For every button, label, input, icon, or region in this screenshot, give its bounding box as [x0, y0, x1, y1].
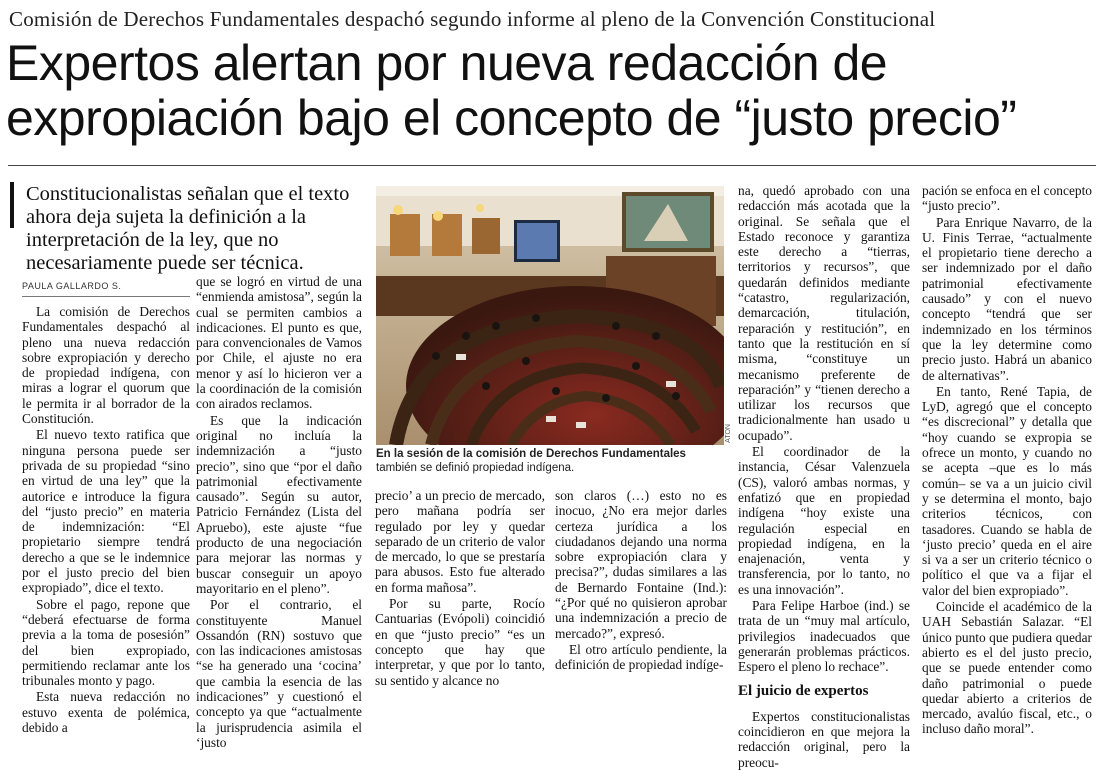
- column-1: [22, 304, 190, 736]
- caption-bold: En la sesión de la comisión de Derechos Fundamentales: [376, 448, 686, 460]
- paragraph: na, quedó aprobado con una redacción más acotada que la original. Se señala que el Estado reconoce y garantiza este derecho a “tierras, territorios y recursos”, que quedarán definidos mediante “catastro, regularización, demarcación, titulación, reparación y restitución”, en tanto que la restitución en sí misma, “constituye un mecanismo preferente de reparación” y “tienen derecho a utilizar los recursos que tradicionalmente han usado u ocupado”.: [738, 183, 910, 443]
- paragraph: La comisión de Derechos Fundamentales despachó al pleno una nueva redacción sobre expropiación y derecho de propiedad indígena, con miras a lograr el quorum que le permita ir al borrador de la Constitución.: [22, 304, 190, 427]
- paragraph: Expertos constitucionalistas coincidieron en que mejora la redacción original, pero la preocu-: [738, 708, 910, 770]
- session-photo: [376, 186, 724, 445]
- column-5: [738, 183, 910, 771]
- paragraph: Coincide el académico de la UAH Sebastián Salazar. “El único punto que pudiera quedar abierto es el del justo precio, que se puede entender como daño patrimonial o puede quedar abierto a criterios de mercado, avalúo fiscal, etc., o incluso daño moral”.: [922, 599, 1092, 737]
- paragraph: El otro artículo pendiente, la definición de propiedad indíge-: [555, 641, 727, 673]
- paragraph: que se logró en virtud de una “enmienda amistosa”, según la cual se permiten cambios a indicaciones. El punto es que, para convencionales de Vamos por Chile, el ajuste no era menor y así lo hicieron ver a la coordinación de la comisión con airados reclamos.: [196, 274, 362, 412]
- paragraph: El nuevo texto ratifica que ninguna persona puede ser privada de su propiedad “sino en virtud de una ley” que la autorice e introduce la figura del “justo precio” en materia de indemnización: “El propietario siempre tendrá derecho a que se le indemnice por el justo precio del bien expropiado”, dice el texto.: [22, 427, 190, 596]
- paragraph: precio’ a un precio de mercado, pero mañana podría ser regulado por ley y quedar separado de un criterio de valor de mercado, lo que se prestaría para abusos. Esto fue alterado en forma mañosa”.: [375, 488, 545, 595]
- byline: PAULA GALLARDO S.: [22, 281, 122, 291]
- paragraph: En tanto, René Tapia, de LyD, agregó que el concepto “es discrecional” y detalla que “hoy cuando se expropia se ofrece un monto, y cuando no se acepta –que es lo más común– se va a un juicio civil y se determina el monto, bajo criterios técnicos, con tasadores. Cuando se habla de ‘justo precio’ queda en el aire si va a ser un criterio técnico o político el que va a fijar el valor del bien expropiado”.: [922, 383, 1092, 598]
- column-4: [555, 488, 727, 674]
- headline-line-2: expropiación bajo el concepto de “justo precio”: [6, 90, 1017, 146]
- headline-line-1: Expertos alertan por nueva redacción de: [6, 35, 888, 91]
- column-2: [196, 274, 362, 751]
- paragraph: pación se enfoca en el concepto “justo precio”.: [922, 183, 1092, 214]
- paragraph: Por el contrario, el constituyente Manuel Ossandón (RN) sostuvo que con las indicaciones amistosas “se ha generado una ‘cocina’ que cambia la esencia de las indicaciones” y cuestionó el concepto ya que “actualmente la jurisprudencia asimila el ‘justo: [196, 597, 362, 750]
- photo-credit: ATON: [725, 424, 732, 443]
- byline-rule: [22, 296, 190, 297]
- kicker: Comisión de Derechos Fundamentales despachó segundo informe al pleno de la Convención Constitucional: [9, 7, 936, 31]
- column-3: [375, 488, 545, 689]
- paragraph: Para Felipe Harboe (ind.) se trata de un “muy mal artículo, privilegios inadecuados que generarán problemas prácticos. Espero el pleno lo rechace”.: [738, 598, 910, 675]
- paragraph: Por su parte, Rocío Cantuarias (Evópoli) coincidió en que “justo precio” “es un concepto que hay que interpretar, y que por lo tanto, su sentido y alcance no: [375, 596, 545, 688]
- headline: [6, 36, 1096, 146]
- paragraph: Esta nueva redacción no estuvo exenta de polémica, debido a: [22, 689, 190, 736]
- column-6: [922, 183, 1092, 738]
- headline-rule: [8, 165, 1096, 166]
- paragraph: Sobre el pago, repone que “deberá efectuarse de forma previa a la toma de posesión” del bien expropiado, permitiendo reclamar ante los tribunales monto y pago.: [22, 596, 190, 689]
- chamber-photo-illustration: [376, 186, 724, 445]
- caption-rest: también se definió propiedad indígena.: [376, 462, 575, 474]
- paragraph: Para Enrique Navarro, de la U. Finis Terrae, “actualmente el propietario tiene derecho a ser indemnizado por el daño patrimonial efectivamente causado” y con el nuevo concepto “tendrá que ser indemnizado en los términos que la ley determine como precio justo. Habrá un abanico de alternativas”.: [922, 214, 1092, 383]
- deck-marker: [10, 182, 14, 228]
- paragraph: son claros (…) esto no es inocuo, ¿No era mejor darles certeza jurídica a los ciudadanos dejando una norma sobre expropiación clara y precisa?”, dudas similares a las de Bernardo Fontaine (Ind.): “¿Por qué no quisieron aprobar una indemnización a precio de mercado?”, expresó.: [555, 488, 727, 641]
- section-subhead: El juicio de expertos: [738, 682, 869, 699]
- paragraph: El coordinador de la instancia, César Valenzuela (CS), valoró ambas normas, y enfatizó que en propiedad indígena “hoy existe una regulación especial en propiedad indígena, en la enajenación, venta y transferencia, por lo tanto, no es una innovación”.: [738, 444, 910, 597]
- deck: Constitucionalistas señalan que el texto ahora deja sujeta la definición a la interpretación de la ley, que no necesariamente puede ser técnica.: [26, 183, 350, 274]
- photo-caption: [376, 447, 728, 475]
- paragraph: Es que la indicación original no incluía la indemnización a “justo precio”, sino que “por el daño patrimonial efectivamente causado”. Según su autor, Patricio Fernández (Lista del Apruebo), este ajuste “fue producto de una negociación para mejorar las normas y buscar conseguir un apoyo mayoritario en el pleno”.: [196, 412, 362, 596]
